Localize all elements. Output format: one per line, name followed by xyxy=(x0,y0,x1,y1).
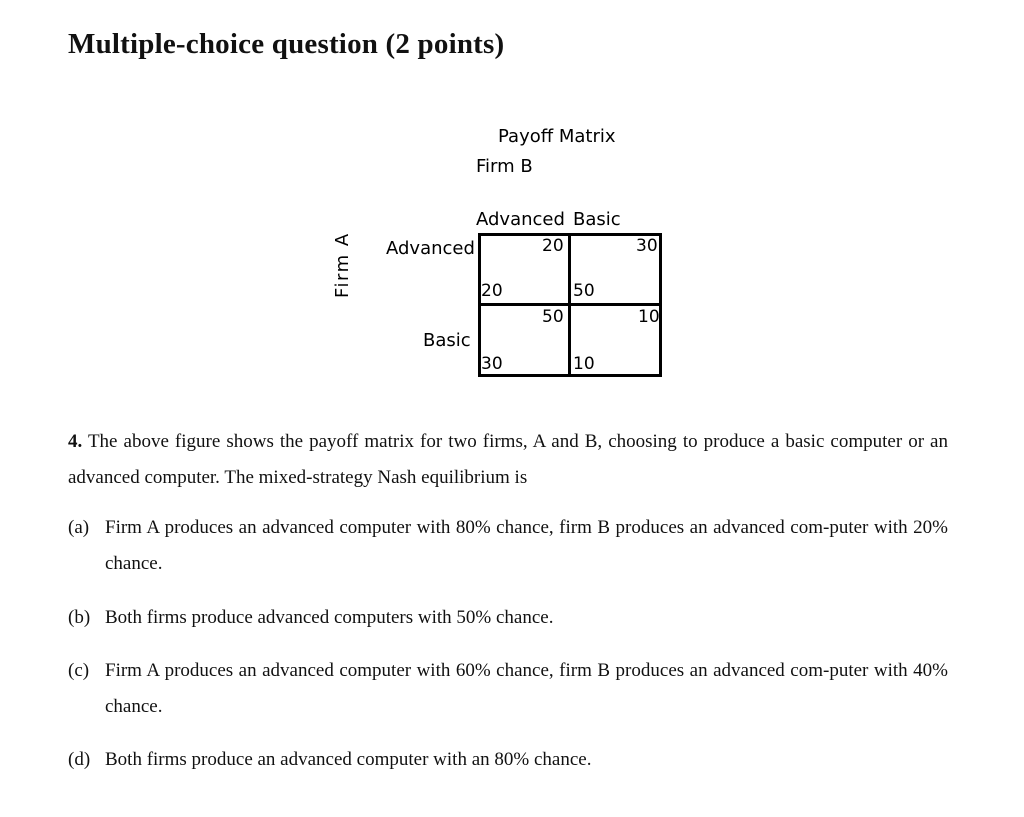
option-d-label: (d) xyxy=(68,749,91,770)
question-text-block xyxy=(68,424,948,496)
cell-bb-firm-a-payoff: 10 xyxy=(573,354,595,374)
cell-aa-firm-a-payoff: 20 xyxy=(481,281,503,301)
matrix-divider-horizontal xyxy=(478,303,662,306)
cell-ab-firm-a-payoff: 50 xyxy=(573,281,595,301)
row-label-advanced: Advanced xyxy=(386,238,475,259)
option-c[interactable] xyxy=(68,653,948,725)
payoff-matrix-figure xyxy=(330,120,690,390)
cell-ab-firm-b-payoff: 30 xyxy=(636,236,658,256)
page-title: Multiple-choice question (2 points) xyxy=(68,28,505,60)
question-text: The above figure shows the payoff matrix for two firms, A and B, choosing to produce a basic computer or an advanced computer. The mixed-strategy Nash equilibrium is xyxy=(68,431,948,488)
row-player-label: Firm A xyxy=(332,232,353,298)
option-b-label: (b) xyxy=(68,607,91,628)
option-c-label: (c) xyxy=(68,660,90,681)
option-b-text: Both firms produce advanced computers with 50% chance. xyxy=(105,607,554,628)
option-d[interactable] xyxy=(68,742,948,778)
cell-ba-firm-b-payoff: 50 xyxy=(542,307,564,327)
col-label-advanced: Advanced xyxy=(476,209,565,230)
figure-title: Payoff Matrix xyxy=(498,126,616,147)
option-a[interactable] xyxy=(68,510,948,582)
cell-bb-firm-b-payoff: 10 xyxy=(638,307,660,327)
option-a-label: (a) xyxy=(68,517,90,538)
option-a-text: Firm A produces an advanced computer with 80% chance, firm B produces an advanced com-puter with 20% chance. xyxy=(105,517,948,574)
row-label-basic: Basic xyxy=(423,330,471,351)
cell-aa-firm-b-payoff: 20 xyxy=(542,236,564,256)
col-player-label: Firm B xyxy=(476,156,533,177)
option-d-text: Both firms produce an advanced computer with an 80% chance. xyxy=(105,749,592,770)
cell-ba-firm-a-payoff: 30 xyxy=(481,354,503,374)
col-label-basic: Basic xyxy=(573,209,621,230)
option-c-text: Firm A produces an advanced computer with 60% chance, firm B produces an advanced com-puter with 40% chance. xyxy=(105,660,948,717)
option-b[interactable] xyxy=(68,600,948,636)
question-number: 4. xyxy=(68,431,83,452)
